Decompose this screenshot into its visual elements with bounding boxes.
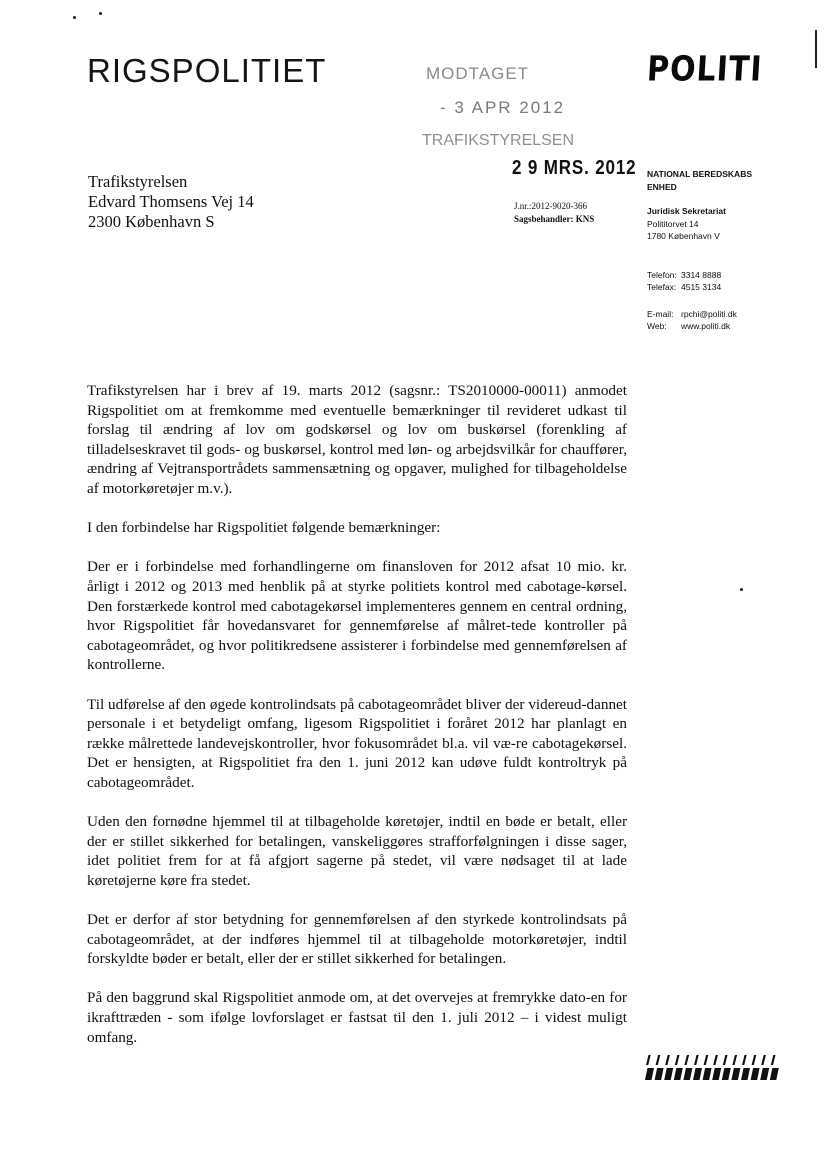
stripe-mark <box>761 1055 766 1065</box>
stripe-mark <box>674 1068 683 1080</box>
scan-speck <box>99 12 102 15</box>
stripe-mark <box>722 1068 731 1080</box>
email-label: E-mail: <box>647 308 674 319</box>
recipient-address <box>88 172 254 232</box>
reference-block <box>514 200 594 226</box>
stripe-mark <box>683 1068 692 1080</box>
received-date-stamp: - 3 APR 2012 <box>440 98 566 117</box>
email-value: rpchi@politi.dk <box>681 308 737 319</box>
stripe-mark <box>646 1055 651 1065</box>
phone-value: 3314 8888 <box>681 269 722 280</box>
stripe-mark <box>751 1068 760 1080</box>
stripe-mark <box>665 1055 670 1065</box>
web-label: Web: <box>647 321 667 331</box>
received-stamp: MODTAGET <box>426 64 530 83</box>
sender-block <box>647 168 752 333</box>
journal-number: J.nr.:2012-9020-366 <box>514 201 587 211</box>
scan-speck <box>740 588 743 591</box>
stripe-mark <box>752 1055 757 1065</box>
body-paragraph: Til udførelse af den øgede kontrolindsats på cabotageområdet bliver der videreud-dannet personale i et betydeligt omfang, ligesom Rigspolitiet i foråret 2012 har planlagt en række målrettede landevejskontroller, hvor fokusområdet bl.a. vil væ-re cabotagekørsel. Det er hensigten, at Rigspolitiet fra den 1. juni 2012 kan udøve fuldt kontroltryk på cabotageområdet. <box>87 695 627 791</box>
fax-row <box>647 281 752 294</box>
stripe-mark <box>742 1055 747 1065</box>
stripe-mark <box>675 1055 680 1065</box>
body-paragraph: Det er derfor af stor betydning for gennemførelsen af den styrkede kontrolindsats på cabotageområdet, at der indføres hjemmel til at tilbageholde motorkøretøjer, indtil forskyldte bøder er betalt, eller der er stillet sikkerhed for betalingen. <box>87 911 627 968</box>
stripe-mark <box>694 1055 699 1065</box>
stripe-mark <box>664 1068 673 1080</box>
stripe-mark <box>713 1055 718 1065</box>
phone-label: Telefon: <box>647 269 677 280</box>
fax-label: Telefax: <box>647 282 677 292</box>
letter-date: 2 9 MRS. 2012 <box>512 157 637 179</box>
phone-row <box>647 269 752 282</box>
body-paragraph: Der er i forbindelse med forhandlingerne om finansloven for 2012 afsat 10 mio. kr. årligt i 2012 og 2013 med henblik på at styrke politiets kontrol med cabotage-kørsel. Den forstærkede kontrol med cabotagekørsel implementeres gennem en central ordning, hvor Rigspolitiet får hovedansvaret for gennemførelse af målret-tede kontroller på cabotageområdet, og hvor politikredsene assisterer i forbindelse med gennemførelsen af kontrollerne. <box>87 558 627 674</box>
web-row <box>647 320 752 333</box>
org-name: RIGSPOLITIET <box>87 52 327 89</box>
body-paragraph: Trafikstyrelsen har i brev af 19. marts 2012 (sagsnr.: TS2010000-00011) anmodet Rigspolitiet om at fremkomme med eventuelle bemærkninger til revideret udkast til forslag til ændring af lov om godskørsel og lov om buskørsel (forenkling af tilladelseskravet til gods- og buskørsel, kontrol med løn- og arbejdsvilkår for chauffører, ændring af Vejtransportrådets sammensætning og opgaver, mulighed for tilbageholdelse af motorkøretøjer m.v.). <box>87 382 627 497</box>
recipient-line: 2300 København S <box>88 212 215 231</box>
stripe-mark <box>704 1055 709 1065</box>
fax-value: 4515 3134 <box>681 282 722 292</box>
stripe-mark <box>645 1068 654 1080</box>
scan-speck <box>73 16 76 19</box>
stripe-mark <box>732 1055 737 1065</box>
sender-unit: ENHED <box>647 181 677 192</box>
stripe-mark <box>760 1068 769 1080</box>
police-stripes-logo <box>645 1055 780 1080</box>
stripe-mark <box>741 1068 750 1080</box>
sender-dept: Juridisk Sekretariat <box>647 206 726 216</box>
stripe-mark <box>656 1055 661 1065</box>
scan-edge-mark <box>815 30 817 68</box>
recipient-line: Edvard Thomsens Vej 14 <box>88 192 254 211</box>
stripe-mark <box>770 1068 779 1080</box>
received-by-stamp: TRAFIKSTYRELSEN <box>422 132 575 149</box>
sender-street: Polititorvet 14 <box>647 218 699 229</box>
stripe-mark <box>655 1068 664 1080</box>
body-paragraph: Uden den fornødne hjemmel til at tilbageholde køretøjer, indtil en bøde er betalt, eller der er stillet sikkerhed for betalingen, vanskeliggøres strafforfølgningen i disse sager, idet politiet frem for at få afgjort sagerne på stedet, vil være nødsaget til at lade køretøjerne køre fra stedet. <box>87 813 627 889</box>
stripe-mark <box>684 1055 689 1065</box>
stripe-mark <box>731 1068 740 1080</box>
stripe-mark <box>771 1055 776 1065</box>
politi-logo: POLITI <box>645 49 764 90</box>
sender-city: 1780 København V <box>647 231 720 241</box>
body-paragraph: På den baggrund skal Rigspolitiet anmode om, at det overvejes at fremrykke dato-en for ikrafttræden - som ifølge lovforslaget er fastsat til den 1. juli 2012 – i videst muligt omfang. <box>87 989 627 1046</box>
stripe-mark <box>712 1068 721 1080</box>
case-handler: Sagsbehandler: KNS <box>514 214 595 224</box>
letter-body <box>87 381 627 1067</box>
sender-unit: NATIONAL BEREDSKABS <box>647 169 752 179</box>
stripe-mark <box>693 1068 702 1080</box>
body-paragraph: I den forbindelse har Rigspolitiet følgende bemærkninger: <box>87 519 441 537</box>
stripe-mark <box>723 1055 728 1065</box>
web-value: www.politi.dk <box>681 321 731 331</box>
recipient-line: Trafikstyrelsen <box>88 172 188 191</box>
email-row <box>647 308 752 321</box>
stripe-mark <box>703 1068 712 1080</box>
